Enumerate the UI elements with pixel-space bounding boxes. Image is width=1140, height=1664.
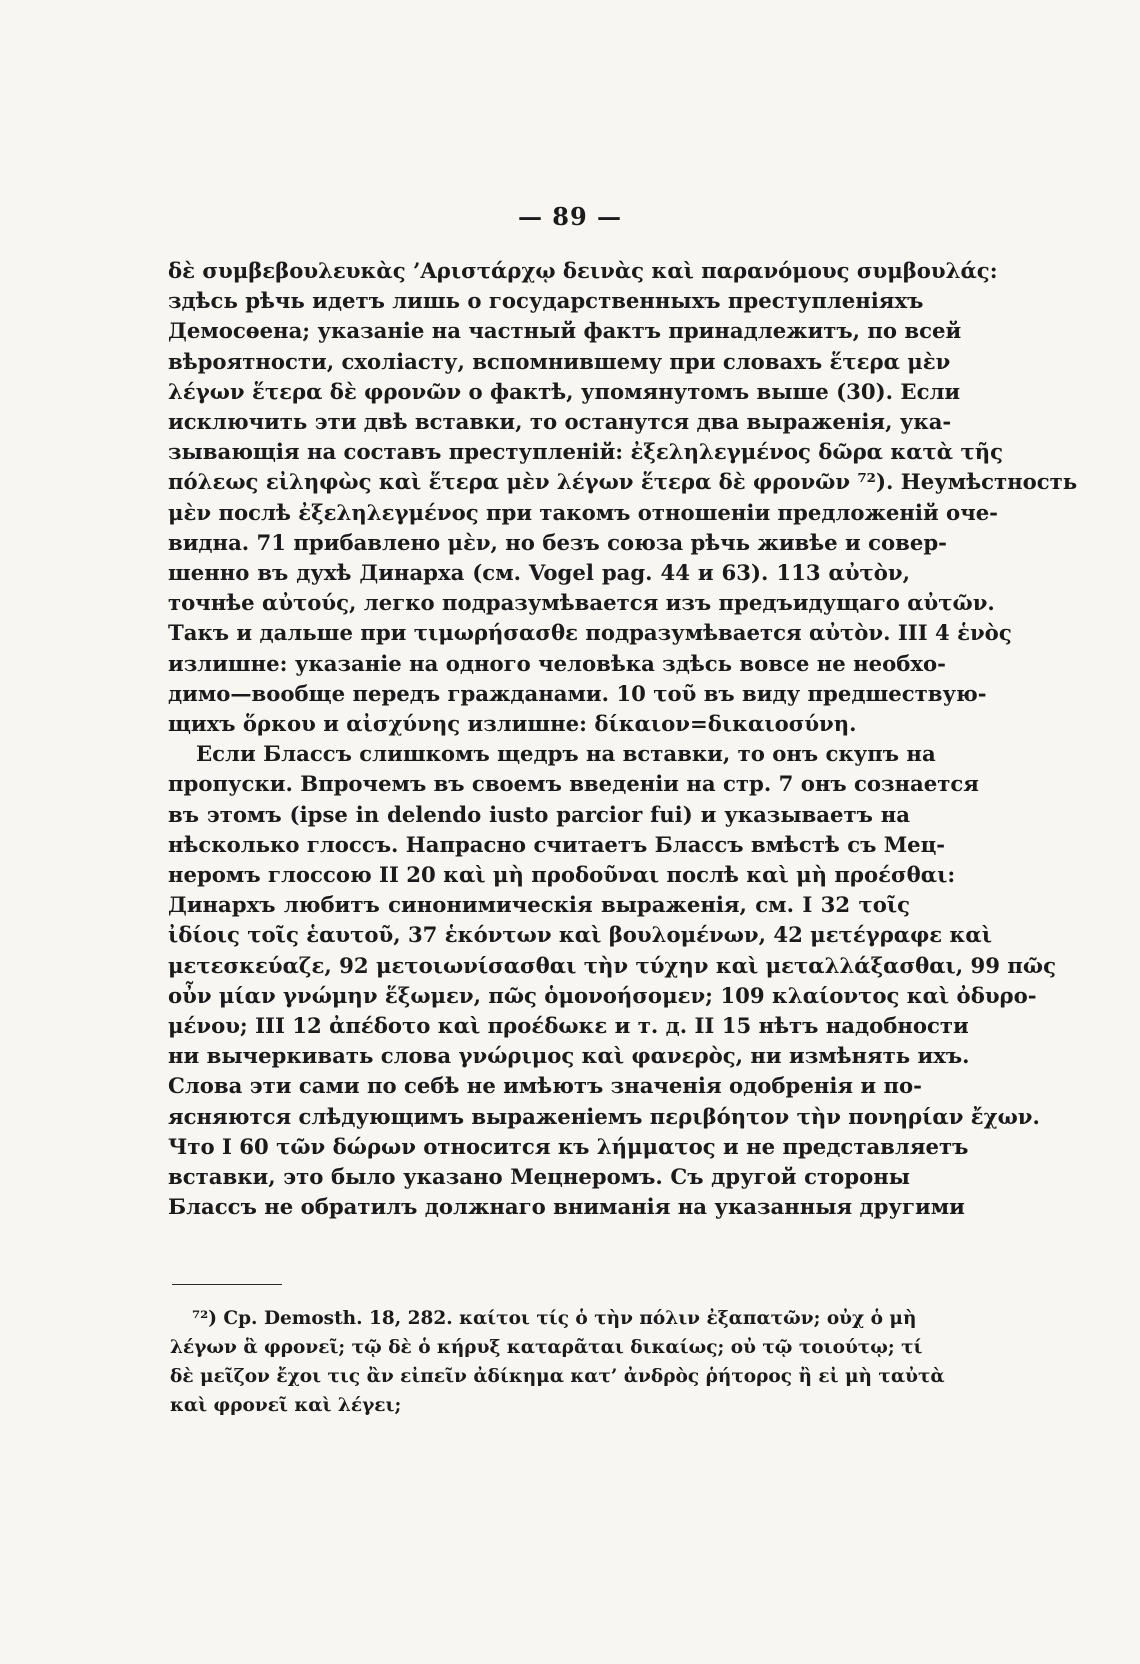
page-number: — 89 — — [517, 202, 623, 231]
text-line: Демосѳена; указаніе на частный фактъ принадлежитъ, по всей — [168, 318, 962, 344]
text-line: исключить эти двѣ вставки, то останутся два выраженія, ука- — [168, 409, 952, 435]
body-text — [168, 256, 1078, 1223]
text-line: точнѣе αὐτούς, легко подразумѣвается изъ предъидущаго αὐτῶν. — [168, 590, 995, 616]
text-line: Блассъ не обратилъ должнаго вниманія на указанныя другими — [168, 1194, 965, 1220]
text-line: ясняются слѣдующимъ выраженіемъ περιβόητον τὴν πονηρίαν ἔχων. — [168, 1103, 1040, 1129]
text-line: μετεσκεύαζε, 92 μετοιωνίσασθαι τὴν τύχην καὶ μεταλλάξασθαι, 99 πῶς — [168, 952, 1056, 978]
footnotes — [170, 1304, 945, 1420]
footnote-line: δὲ μεῖζον ἔχοι τις ἂν εἰπεῖν ἀδίκημα κατ’ ἀνδρὸς ῥήτορος ἢ εἰ μὴ ταὐτὰ — [170, 1366, 945, 1387]
text-line: излишне: указаніе на одного человѣка здѣсь вовсе не необхо- — [168, 650, 946, 676]
text-line: димо—вообще передъ гражданами. 10 τοῦ въ виду предшествую- — [168, 680, 987, 706]
footnote-line: λέγων ἃ φρονεῖ; τῷ δὲ ὁ κήρυξ καταρᾶται δικαίως; οὐ τῷ τοιούτῳ; τί — [170, 1337, 923, 1358]
text-line: πόλεως εἰληφὼς καὶ ἕτερα μὲν λέγων ἕτερα δὲ φρονῶν ⁷²). Неумѣстность — [168, 469, 1078, 495]
footnote-line: ⁷²) Cp. Demosth. 18, 282. καίτοι τίς ὁ τὴν πόλιν ἐξαπατῶν; οὐχ ὁ μὴ — [192, 1308, 917, 1329]
text-line: видна. 71 прибавлено μὲν, но безъ союза рѣчь живѣе и совер- — [168, 529, 947, 555]
paragraph-start-line: Если Блассъ слишкомъ щедръ на вставки, то онъ скупъ на — [196, 741, 936, 767]
text-line: неромъ глоссою II 20 καὶ μὴ προδοῦναι послѣ καὶ μὴ προέσθαι: — [168, 862, 956, 888]
text-line: въ этомъ (ipse in delendo iusto parcior fui) и указываетъ на — [168, 801, 910, 827]
text-line: нѣсколько глоссъ. Напрасно считаетъ Блассъ вмѣстѣ съ Мец- — [168, 831, 946, 857]
text-line: вѣроятности, схоліасту, вспомнившему при словахъ ἕτερα μὲν — [168, 348, 951, 374]
text-line: Слова эти сами по себѣ не имѣютъ значенія одобренія и по- — [168, 1073, 922, 1099]
text-line: Такъ и дальше при τιμωρήσασθε подразумѣвается αὐτὸν. III 4 ἑνὸς — [168, 620, 1012, 646]
text-line: вставки, это было указано Мецнеромъ. Съ другой стороны — [168, 1164, 910, 1190]
text-line: шенно въ духѣ Динарха (см. Vogel pag. 44 и 63). 113 αὐτὸν, — [168, 560, 910, 586]
text-line: οὖν μίαν γνώμην ἕξωμεν, πῶς ὁμονοήσομεν; 109 κλαίοντος καὶ ὀδυρο- — [168, 982, 1037, 1008]
text-line: δὲ συμβεβουλευκὰς ’Αριστάρχῳ δεινὰς καὶ παρανόμους συμβουλάς: — [168, 258, 998, 283]
text-line: зывающія на составъ преступленій: ἐξεληλεγμένος δῶρα κατὰ τῆς — [168, 439, 1004, 465]
paragraph-end-line: щихъ ὅρκου и αἰσχύνης излишне: δίκαιον=δικαιοσύνη. — [168, 711, 857, 737]
text-line: Динархъ любитъ синонимическія выраженія, см. I 32 τοῖς — [168, 892, 910, 918]
footnote-line: καὶ φρονεῖ καὶ λέγει; — [170, 1395, 402, 1416]
text-line: μὲν послѣ ἐξεληλεγμένος при такомъ отношеніи предложеній оче- — [168, 499, 998, 525]
text-line: пропуски. Впрочемъ въ своемъ введеніи на стр. 7 онъ сознается — [168, 771, 979, 797]
text-line: ни вычеркивать слова γνώριμος καὶ φανερὸς, ни измѣнять ихъ. — [168, 1043, 970, 1069]
text-line: λέγων ἕτερα δὲ φρονῶν о фактѣ, упомянутомъ выше (30). Если — [168, 378, 961, 404]
text-line: Что I 60 τῶν δώρων относится къ λήμματος и не представляетъ — [168, 1133, 969, 1159]
text-line: ἰδίοις τοῖς ἑαυτοῦ, 37 ἑκόντων καὶ βουλομένων, 42 μετέγραφε καὶ — [168, 922, 992, 948]
text-line: здѣсь рѣчь идетъ лишь о государственныхъ преступленіяхъ — [168, 288, 924, 314]
text-line: μένου; III 12 ἀπέδοτο καὶ προέδωκε и т. д. II 15 нѣтъ надобности — [168, 1013, 969, 1039]
footnote-divider — [172, 1284, 282, 1285]
